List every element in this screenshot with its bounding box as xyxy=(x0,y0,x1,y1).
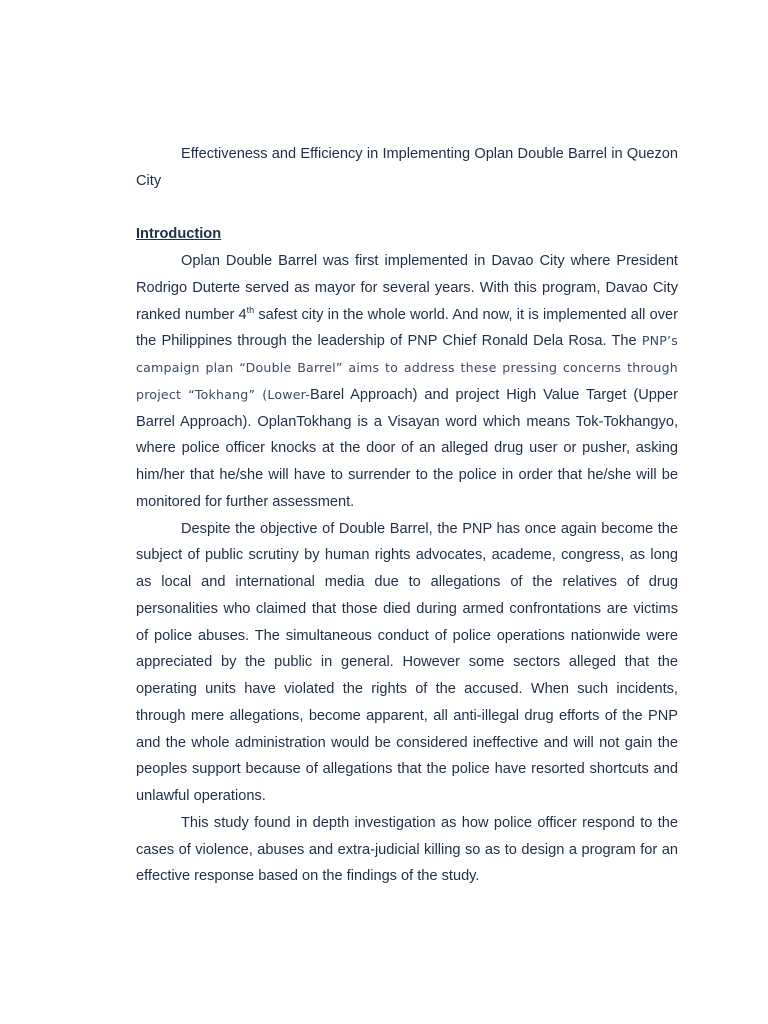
paragraph-1-text-d: Barel Approach) and project High Value Target (Upper Barrel Approach). OplanTokhang is a Visayan word which means Tok-Tokhangyo, where police officer knocks at the door of an alleged drug user or pusher, asking him/her that he/she will have to surrender to the police in order that he/she will be monitored for further assessment. xyxy=(136,386,678,510)
document-body xyxy=(136,141,678,890)
paragraph-1 xyxy=(136,248,678,516)
document-title: Effectiveness and Efficiency in Implementing Oplan Double Barrel in Quezon City xyxy=(136,146,678,189)
paragraph-3: This study found in depth investigation as how police officer respond to the cases of violence, abuses and extra-judicial killing so as to design a program for an effective response based on the findings of the study. xyxy=(136,814,678,885)
paragraph-1-text-c: PNP’s campaign plan “Double Barrel” aims to address these pressing concerns through project “Tokhang” (Lower- xyxy=(136,333,678,402)
paragraph-1-text-b: safest city in the whole world. And now, it is implemented all over the Philippines through the leadership of PNP Chief Ronald Dela Rosa. The xyxy=(136,306,678,350)
ordinal-superscript: th xyxy=(246,304,255,315)
paragraph-1-text-a: Oplan Double Barrel was first implemented in Davao City where President Rodrigo Duterte served as mayor for several years. With this program, Davao City ranked number 4 xyxy=(136,253,678,323)
paragraph-2: Despite the objective of Double Barrel, the PNP has once again become the subject of public scrutiny by human rights advocates, academe, congress, as long as local and international media due to allegations of the relatives of drug personalities who claimed that those died during armed confrontations are victims of police abuses. The simultaneous conduct of police operations nationwide were appreciated by the public in general. However some sectors alleged that the operating units have violated the rights of the accused. When such incidents, through mere allegations, become apparent, all anti-illegal drug efforts of the PNP and the whole administration would be considered ineffective and will not gain the peoples support because of allegations that the police have resorted shortcuts and unlawful operations. xyxy=(136,520,678,804)
section-heading-introduction: Introduction xyxy=(136,226,222,243)
